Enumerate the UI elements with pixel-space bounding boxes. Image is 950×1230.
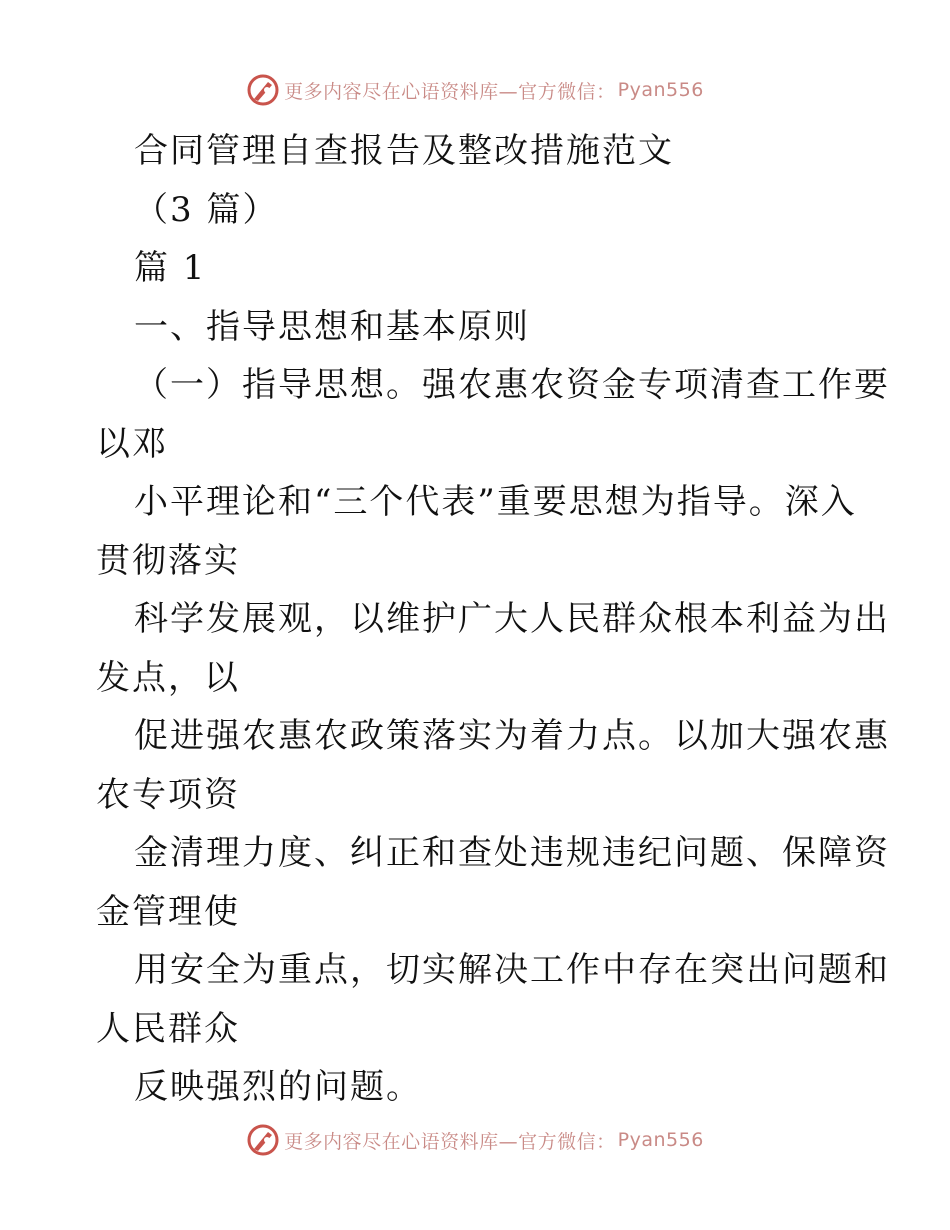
header-watermark xyxy=(0,70,950,110)
paragraph-line: 人民群众 xyxy=(96,1008,240,1049)
paragraph-line: 农专项资 xyxy=(96,774,240,815)
chapter-heading: 一、指导思想和基本原则 xyxy=(134,306,530,347)
paragraph-line: 反映强烈的问题。 xyxy=(134,1067,422,1107)
watermark-text: 更多内容尽在心语资料库—官方微信： xyxy=(284,1130,616,1153)
watermark-wechat-id: Pyan556 xyxy=(617,79,704,101)
paragraph-line: 科学发展观，以维护广大人民群众根本利益为出 xyxy=(134,599,890,639)
watermark-text: 更多内容尽在心语资料库—官方微信： xyxy=(284,80,616,103)
paragraph-line: 促进强农惠农政策落实为着力点。以加大强农惠 xyxy=(134,716,890,756)
document-title: 合同管理自查报告及整改措施范文 xyxy=(134,131,674,171)
paragraph-line: 发点，以 xyxy=(96,657,240,698)
paragraph-line: 用安全为重点，切实解决工作中存在突出问题和 xyxy=(134,950,890,990)
paragraph-line: （一）指导思想。强农惠农资金专项清查工作要 xyxy=(134,365,890,405)
paragraph-line: 贯彻落实 xyxy=(96,540,240,581)
document-body xyxy=(96,122,890,1117)
paragraph-line: 小平理论和“三个代表”重要思想为指导。深入 xyxy=(134,482,857,522)
footer-watermark xyxy=(0,1120,950,1160)
section-heading: 篇 1 xyxy=(134,248,207,288)
document-subtitle: （3 篇） xyxy=(134,189,279,230)
paragraph-line: 金清理力度、纠正和查处违规违纪问题、保障资 xyxy=(134,833,890,873)
paragraph-line: 金管理使 xyxy=(96,891,240,932)
watermark-wechat-id: Pyan556 xyxy=(617,1129,704,1151)
pen-logo-icon xyxy=(246,1123,280,1157)
pen-logo-icon xyxy=(246,73,280,107)
paragraph-line: 以邓 xyxy=(96,423,168,464)
